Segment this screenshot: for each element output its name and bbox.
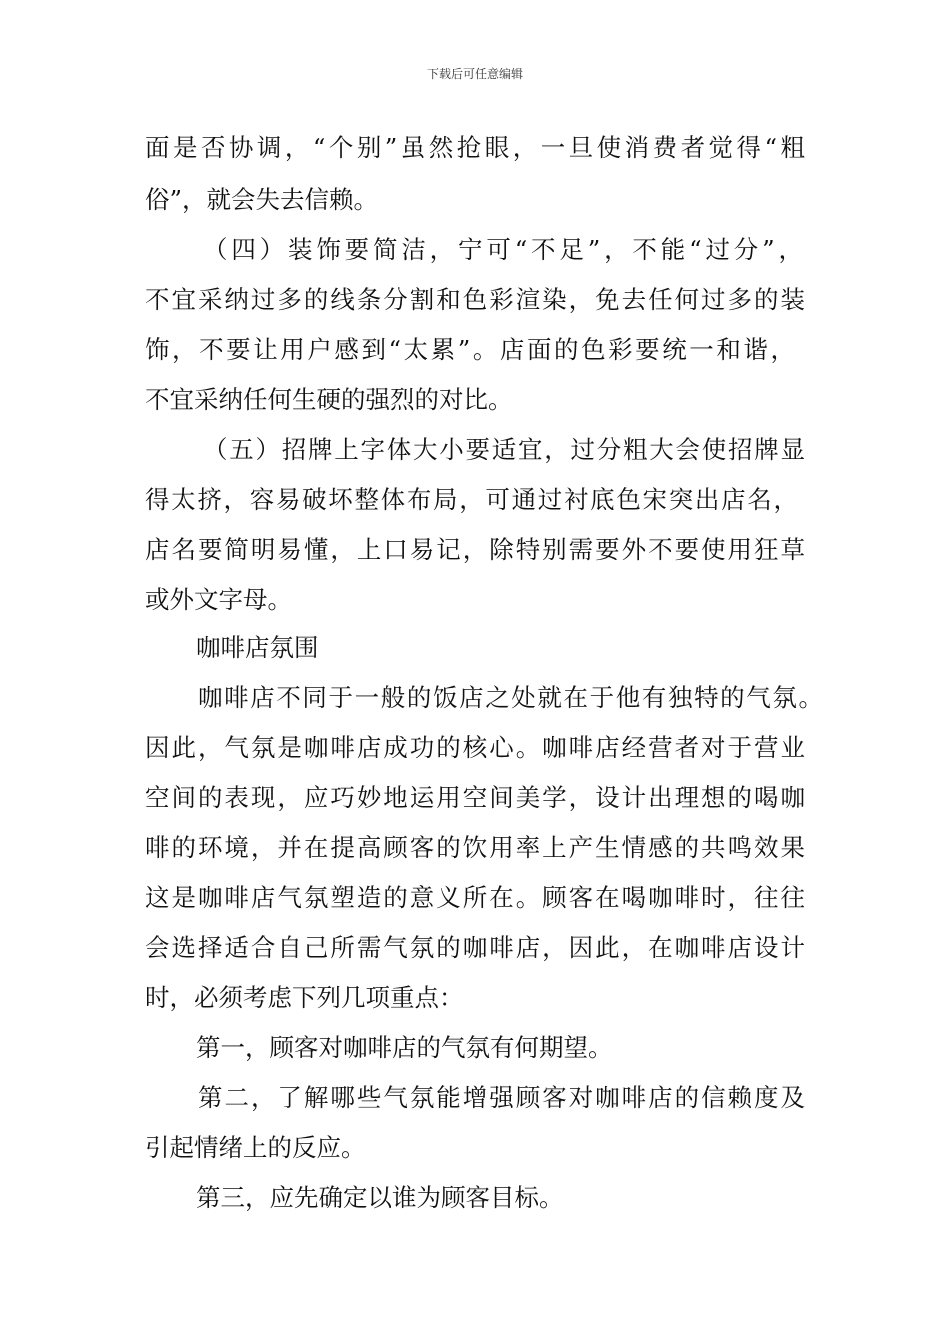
page-header-note: 下载后可任意编辑: [426, 67, 523, 81]
body-line-15: 啡的环境，并在提高顾客的饮用率上产生情感的共鸣效果: [145, 833, 805, 862]
body-line-14: 空间的表现，应巧妙地运用空间美学，设计出理想的喝咖: [145, 783, 805, 812]
body-line-12: 咖啡店不同于一般的饭店之处就在于他有独特的气氛。: [198, 683, 823, 712]
body-line-22: 第三，应先确定以谁为顾客目标。: [196, 1183, 564, 1212]
body-line-19: 第一，顾客对咖啡店的气氛有何期望。: [196, 1033, 613, 1062]
body-line-4: 不宜采纳过多的线条分割和色彩渲染，免去任何过多的装: [145, 285, 805, 314]
body-line-10: 或外文字母。: [145, 585, 292, 614]
body-line-5: 饰，不要让用户感到“太累”。店面的色彩要统一和谐，: [145, 335, 795, 364]
body-line-7: （五）招牌上字体大小要适宜，过分粗大会使招牌显: [203, 435, 805, 464]
body-line-9: 店名要简明易懂，上口易记，除特别需要外不要使用狂草: [145, 535, 805, 564]
body-line-16: 这是咖啡店气氛塑造的意义所在。顾客在喝咖啡时，往往: [145, 883, 805, 912]
body-line-6: 不宜采纳任何生硬的强烈的对比。: [145, 385, 513, 414]
body-line-2: 俗”，就会失去信赖。: [145, 185, 379, 214]
body-line-21: 引起情绪上的反应。: [145, 1133, 366, 1162]
body-line-20: 第二，了解哪些气氛能增强顾客对咖啡店的信赖度及: [198, 1083, 805, 1112]
body-line-18: 时，必须考虑下列几项重点：: [145, 983, 464, 1012]
section-heading: 咖啡店氛围: [196, 633, 319, 662]
body-line-8: 得太挤，容易破坏整体布局，可通过衬底色宋突出店名，: [145, 485, 798, 514]
body-line-13: 因此，气氛是咖啡店成功的核心。咖啡店经营者对于营业: [145, 733, 805, 762]
body-line-3: （四）装饰要简洁，宁可“不足”，不能“过分”，: [203, 235, 803, 264]
body-line-17: 会选择适合自己所需气氛的咖啡店，因此，在咖啡店设计: [145, 933, 805, 962]
body-line-1: 面是否协调，“个别”虽然抢眼，一旦使消费者觉得“粗: [145, 133, 805, 162]
